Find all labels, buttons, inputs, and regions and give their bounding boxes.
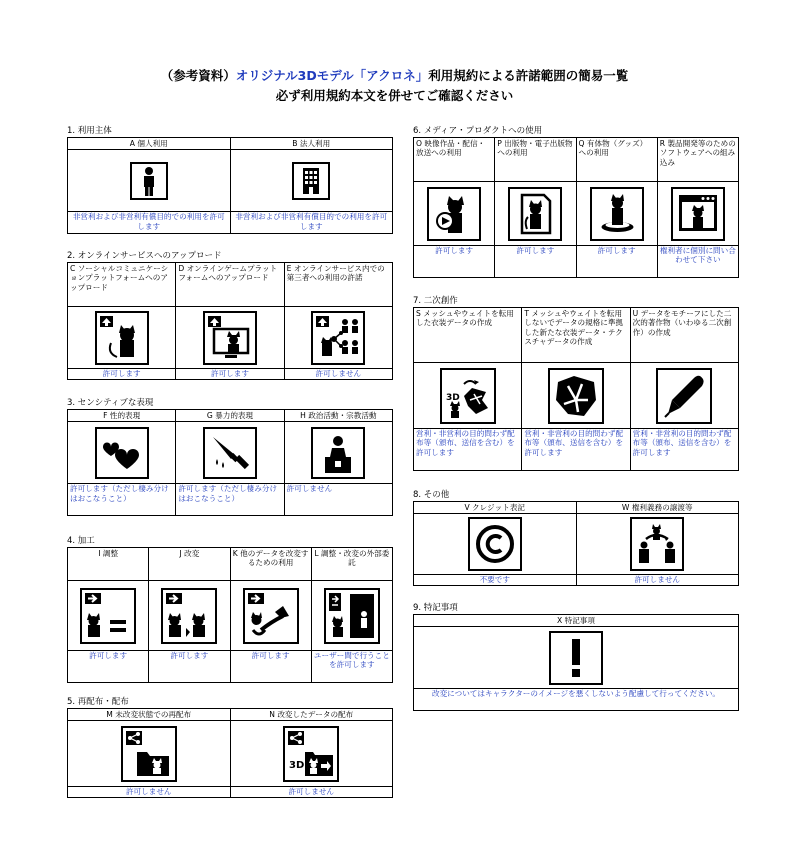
item-a-label: A 個人利用 [68,138,231,150]
item-c-caption: 許可します [68,369,176,380]
section-3 [67,398,393,516]
item-l-caption: ユーザー間で行うことを許可します [311,651,392,683]
item-j-label: J 改変 [149,548,230,581]
item-c-label: C ソーシャルコミュニケーションプラットフォームへのアップロード [68,263,176,307]
item-g-label: G 暴力的表現 [176,410,284,422]
copyright-icon [468,517,522,571]
title-highlight: オリジナル3Dモデル「アクロネ」 [235,68,429,83]
section-4-table [67,547,393,683]
item-r-icon-cell [657,182,738,246]
item-o-caption: 許可します [414,246,495,278]
distribute-modified-icon [283,726,339,782]
video-icon [427,187,481,241]
item-w-caption: 許可しません [576,575,739,586]
item-k-icon-cell [230,581,311,651]
item-u-caption: 営利・非営利の目的問わず配布等（頒布、送信を含む）を許可します [630,429,738,471]
item-m-icon-cell [68,721,231,787]
section-3-table [67,409,393,516]
item-x-caption: 改変についてはキャラクターのイメージを悪くしないよう配慮して行ってください。 [414,689,739,711]
section-title: 9. 特記事項 [413,603,458,613]
section-5 [67,697,393,798]
transfer-icon [243,588,299,644]
item-n-label: N 改変したデータの配布 [230,709,393,721]
section-title: 7. 二次創作 [413,296,458,306]
item-q-icon-cell [576,182,657,246]
share-users-icon [311,311,365,365]
outfit-icon [440,368,496,424]
publication-icon [508,187,562,241]
item-m-label: M 未改変状態での再配布 [68,709,231,721]
item-p-label: P 出版物・電子出版物への利用 [495,138,576,182]
item-u-icon-cell [630,363,738,429]
transfer-rights-icon [630,517,684,571]
item-n-caption: 許可しません [230,787,393,798]
section-title: 4. 加工 [67,536,95,546]
podium-icon [311,427,365,479]
costume-icon [548,368,604,424]
section-2 [67,251,393,380]
item-p-icon-cell [495,182,576,246]
item-e-icon-cell [284,307,392,369]
item-u-label: U データをモチーフにした二次的著作物（いわゆる二次創作）の作成 [630,308,738,363]
item-n-icon-cell [230,721,393,787]
item-o-label: O 映像作品・配信・放送への利用 [414,138,495,182]
item-x-label: X 特記事項 [414,615,739,627]
item-f-icon-cell [68,422,176,484]
section-title: 1. 利用主体 [67,126,112,136]
item-g-icon-cell [176,422,284,484]
item-h-caption: 許可しません [284,484,392,516]
item-r-caption: 権利者に個別に問い合わせて下さい [657,246,738,278]
item-e-label: E オンラインサービス内での第三者への利用の許諾 [284,263,392,307]
item-s-label: S メッシュやウェイトを転用した衣装データの作成 [414,308,522,363]
item-l-label: L 調整・改変の外部委託 [311,548,392,581]
section-5-table [67,708,393,798]
item-k-caption: 許可します [230,651,311,683]
title-suffix: 利用規約による許諾範囲の簡易一覧 [428,68,629,83]
item-b-caption: 非営利および非営利有償目的での利用を許可します [230,212,393,234]
title-prefix: （参考資料） [160,68,236,83]
item-h-icon-cell [284,422,392,484]
redistribute-icon [121,726,177,782]
item-v-caption: 不要です [414,575,577,586]
item-m-caption: 許可しません [68,787,231,798]
item-j-icon-cell [149,581,230,651]
item-c-icon-cell [68,307,176,369]
item-d-icon-cell [176,307,284,369]
section-title: 3. センシティブな表現 [67,398,154,408]
item-h-label: H 政治活動・宗教活動 [284,410,392,422]
section-9 [413,603,739,711]
item-i-icon-cell [68,581,149,651]
outsource-icon [324,588,380,644]
adjust-icon [80,588,136,644]
goods-icon [590,187,644,241]
item-b-icon-cell [230,150,393,212]
section-8-table [413,501,739,586]
item-l-icon-cell [311,581,392,651]
knife-icon [203,427,257,479]
modify-icon [161,588,217,644]
section-4 [67,536,393,683]
item-x-icon-cell [414,627,739,689]
item-g-caption: 許可します（ただし棲み分けはおこなうこと） [176,484,284,516]
item-t-icon-cell [522,363,630,429]
item-o-icon-cell [414,182,495,246]
section-6-table [413,137,739,278]
item-f-label: F 性的表現 [68,410,176,422]
section-9-table [413,614,739,711]
item-p-caption: 許可します [495,246,576,278]
person-icon [130,162,168,200]
section-2-table [67,262,393,380]
hearts-icon [95,427,149,479]
item-d-label: D オンラインゲームプラットフォームへのアップロード [176,263,284,307]
svg-text:3D: 3D [289,759,305,771]
item-f-caption: 許可します（ただし棲み分けはおこなうこと） [68,484,176,516]
section-7 [413,296,739,471]
item-b-label: B 法人利用 [230,138,393,150]
item-q-caption: 許可します [576,246,657,278]
item-k-label: K 他のデータを改変するための利用 [230,548,311,581]
item-t-label: T メッシュやウェイトを転用しないでデータの規格に準拠した新たな衣装データ・テクスチャデータの作成 [522,308,630,363]
section-1 [67,126,393,234]
upload-game-icon [203,311,257,365]
item-j-caption: 許可します [149,651,230,683]
section-title: 5. 再配布・配布 [67,697,129,707]
item-s-icon-cell [414,363,522,429]
item-a-caption: 非営利および非営利有償目的での利用を許可します [68,212,231,234]
item-i-label: I 調整 [68,548,149,581]
item-r-label: R 製品開発等のためのソフトウェアへの組み込み [657,138,738,182]
item-t-caption: 営利・非営利の目的問わず配布等（頒布、送信を含む）を許可します [522,429,630,471]
section-title: 2. オンラインサービスへのアップロード [67,251,222,261]
section-6 [413,126,739,278]
item-i-caption: 許可します [68,651,149,683]
item-a-icon-cell [68,150,231,212]
page-title [0,66,789,84]
section-1-table [67,137,393,234]
item-e-caption: 許可しません [284,369,392,380]
upload-cat-icon [95,311,149,365]
building-icon [292,162,330,200]
software-icon [671,187,725,241]
item-w-icon-cell [576,514,739,575]
exclamation-icon [549,631,603,685]
item-s-caption: 営利・非営利の目的問わず配布等（頒布、送信を含む）を許可します [414,429,522,471]
svg-text:3D: 3D [445,392,460,403]
pen-icon [656,368,712,424]
section-title: 8. その他 [413,490,450,500]
item-q-label: Q 有体物（グッズ）への利用 [576,138,657,182]
section-7-table [413,307,739,471]
item-v-label: V クレジット表記 [414,502,577,514]
item-d-caption: 許可します [176,369,284,380]
item-v-icon-cell [414,514,577,575]
page-subtitle: 必ず利用規約本文を併せてご確認ください [275,88,514,103]
section-8 [413,490,739,586]
item-w-label: W 権利義務の譲渡等 [576,502,739,514]
section-title: 6. メディア・プロダクトへの使用 [413,126,543,136]
